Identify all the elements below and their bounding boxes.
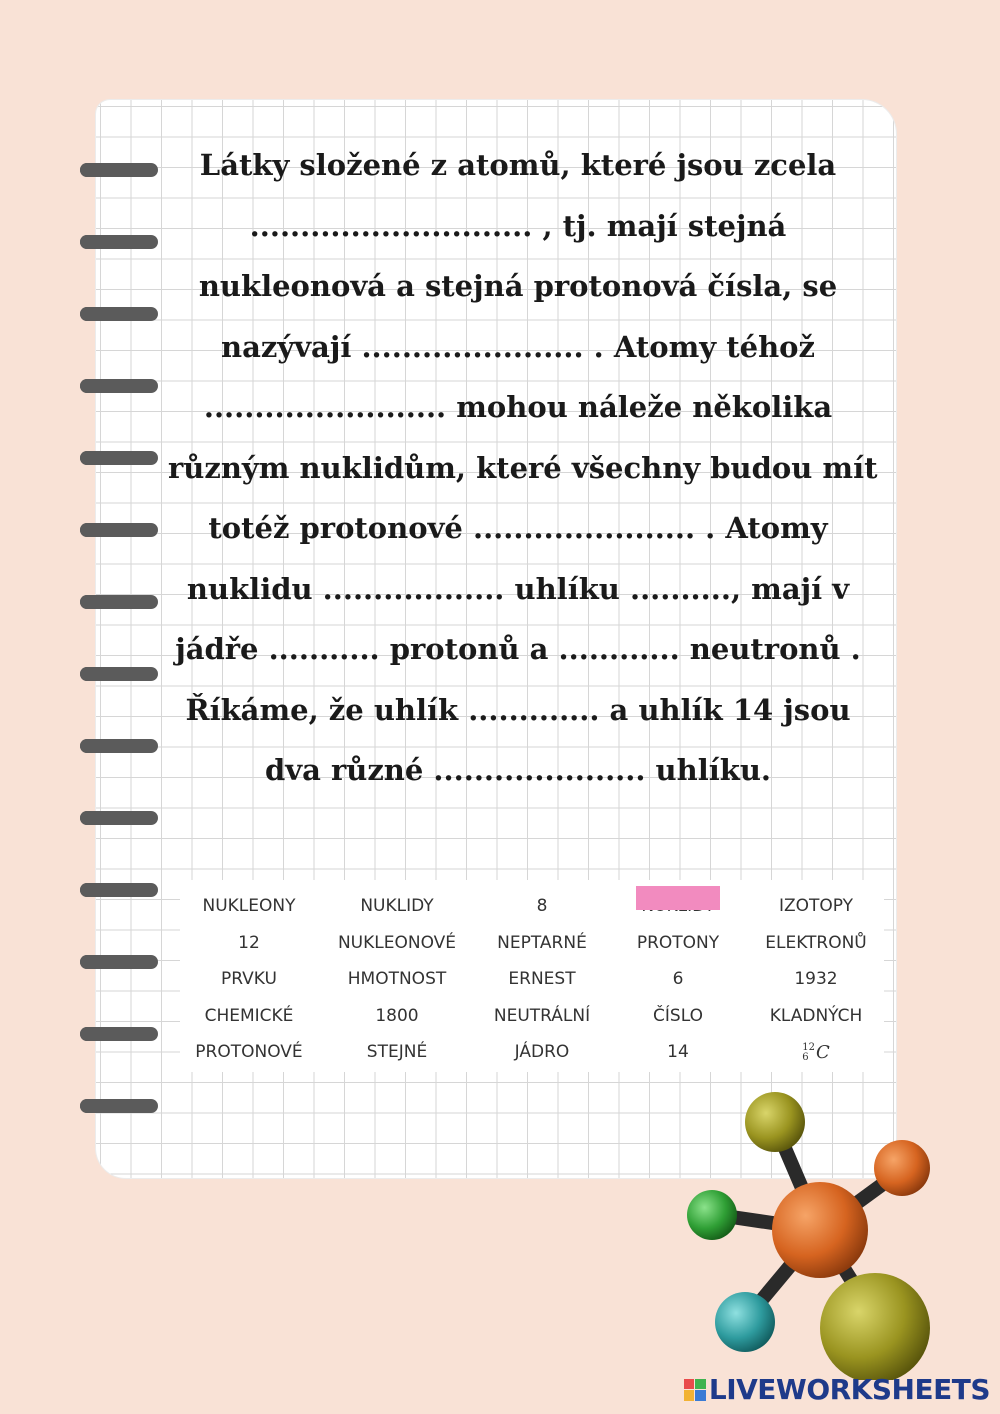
word-bank-cell: NUKLEONY (202, 896, 296, 917)
word-bank-cell: 14 (667, 1042, 689, 1063)
molecule-icon (680, 1080, 940, 1380)
word-bank-cell: NUKLEONOVÉ (337, 932, 457, 953)
exercise-line: dva různé ..................... uhlíku. (264, 753, 772, 787)
word-bank-cell: CHEMICKÉ (204, 1005, 294, 1026)
logo-text: LIVEWORKSHEETS (708, 1373, 990, 1406)
isotope-mass-number: 12 (802, 1041, 815, 1053)
word-bank-grid (180, 888, 884, 1071)
word-bank-cell: NEPTARNÉ (497, 932, 587, 953)
liveworksheets-logo (684, 1373, 990, 1406)
word-bank-cell: KLADNÝCH (769, 1005, 863, 1026)
word-bank-cell: 12 (238, 932, 260, 953)
isotope-notation (748, 1034, 884, 1071)
exercise-line: totéž protonové ...................... . Atomy (208, 511, 828, 545)
exercise-line: nazývají ...................... . Atomy téhož (221, 329, 815, 364)
isotope-atomic-number: 6 (802, 1051, 809, 1063)
word-bank-cell: 8 (536, 896, 548, 917)
word-bank-cell: 1800 (375, 1005, 419, 1026)
word-bank-cell: NEUTRÁLNÍ (493, 1005, 591, 1026)
exercise-line: Říkáme, že uhlík ............. a uhlík 14 jsou (185, 692, 851, 727)
exercise-line: nukleonová a stejná protonová čísla, se (198, 269, 838, 303)
exercise-line: ........................ mohou náleže několika (203, 390, 833, 424)
word-bank-cell: ELEKTRONŮ (765, 932, 867, 953)
word-bank-cell: 6 (672, 969, 684, 990)
exercise-line: Látky složené z atomů, které jsou zcela (199, 148, 837, 182)
logo-icon (684, 1379, 706, 1401)
word-bank-cell: PROTONOVÉ (195, 1042, 303, 1063)
word-bank-cell: ERNEST (508, 969, 576, 990)
word-bank-cell: JÁDRO (514, 1042, 570, 1063)
exercise-line: jádře ........... protonů a ............ neutronů . (175, 632, 861, 666)
isotope-symbol: C (815, 1041, 830, 1063)
word-bank-cell: 1932 (794, 969, 838, 990)
word-bank-cell: HMOTNOST (347, 969, 447, 990)
exercise-line: nuklidu .................. uhlíku .........., mají v (186, 571, 850, 606)
word-bank-cell: ČÍSLO (653, 1005, 703, 1026)
word-bank-cell: IZOTOPY (778, 896, 854, 917)
exercise-line: různým nuklidům, které všechny budou mít (168, 450, 878, 485)
highlight-mark (636, 886, 720, 910)
word-bank-cell: STEJNÉ (366, 1042, 428, 1063)
word-bank (180, 880, 884, 1072)
word-bank-cell: PROTONY (636, 932, 720, 953)
word-bank-cell: PRVKU (221, 969, 277, 990)
exercise-line: ............................ , tj. mají stejná (249, 208, 787, 243)
exercise-text (168, 135, 878, 801)
word-bank-cell: NUKLIDY (360, 896, 434, 917)
